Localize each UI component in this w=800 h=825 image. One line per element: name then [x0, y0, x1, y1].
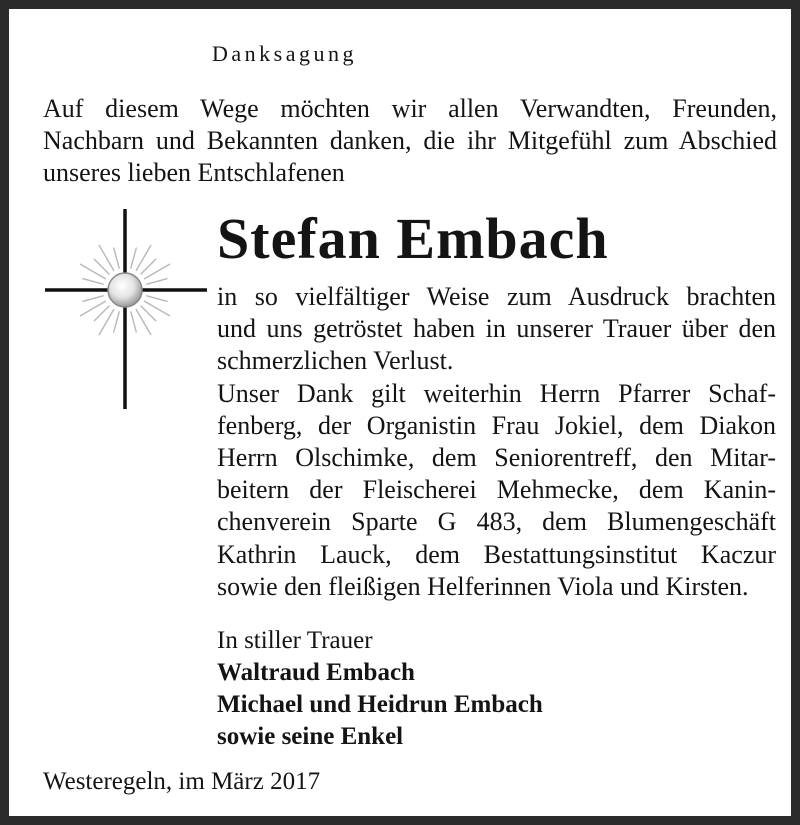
body-line: in so vielfältiger Weise zum Ausdruck brachten [217, 282, 776, 311]
mourner-name: sowie seine Enkel [217, 723, 404, 750]
body-line: schmerzlichen Verlust. [217, 346, 454, 376]
body-line: Kathrin Lauck, dem Bestattungsinstitut Kaczur [217, 539, 776, 569]
body-line: sowie den fleißigen Helferinnen Viola und Kirsten. [217, 571, 749, 601]
intro-line: Auf diesem Wege möchten wir allen Verwandten, Freunden, [43, 94, 777, 123]
body-line: fenberg, der Organistin Frau Jokiel, dem Diakon [217, 410, 776, 440]
cross-with-radiant-sun-icon [43, 205, 209, 411]
mourning-intro: In stiller Trauer [217, 627, 373, 654]
body-line: und uns getröstet haben in unserer Trauer über den [217, 314, 776, 344]
body-line: beitern der Fleischerei Mehmecke, dem Kanin- [217, 475, 776, 505]
thanks-paragraph [217, 281, 776, 603]
body-line: Herrn Olschimke, dem Seniorentreff, den Mitar- [217, 443, 776, 473]
intro-paragraph [43, 93, 777, 189]
mourner-name: Waltraud Embach [217, 659, 415, 686]
notice-heading: Danksagung [212, 41, 357, 66]
place-and-date: Westeregeln, im März 2017 [43, 768, 321, 795]
body-line: Unser Dank gilt weiterhin Herrn Pfarrer Schaf- [217, 378, 776, 408]
deceased-name: Stefan Embach [217, 206, 609, 271]
intro-line: unseres lieben Entschlafenen [43, 158, 345, 187]
body-line: chenverein Sparte G 483, dem Blumengeschäft [217, 507, 776, 537]
mourners-block [217, 625, 543, 753]
intro-line: Nachbarn und Bekannten danken, die ihr Mitgefühl zum Abschied [43, 126, 777, 155]
mourner-name: Michael und Heidrun Embach [217, 691, 543, 718]
